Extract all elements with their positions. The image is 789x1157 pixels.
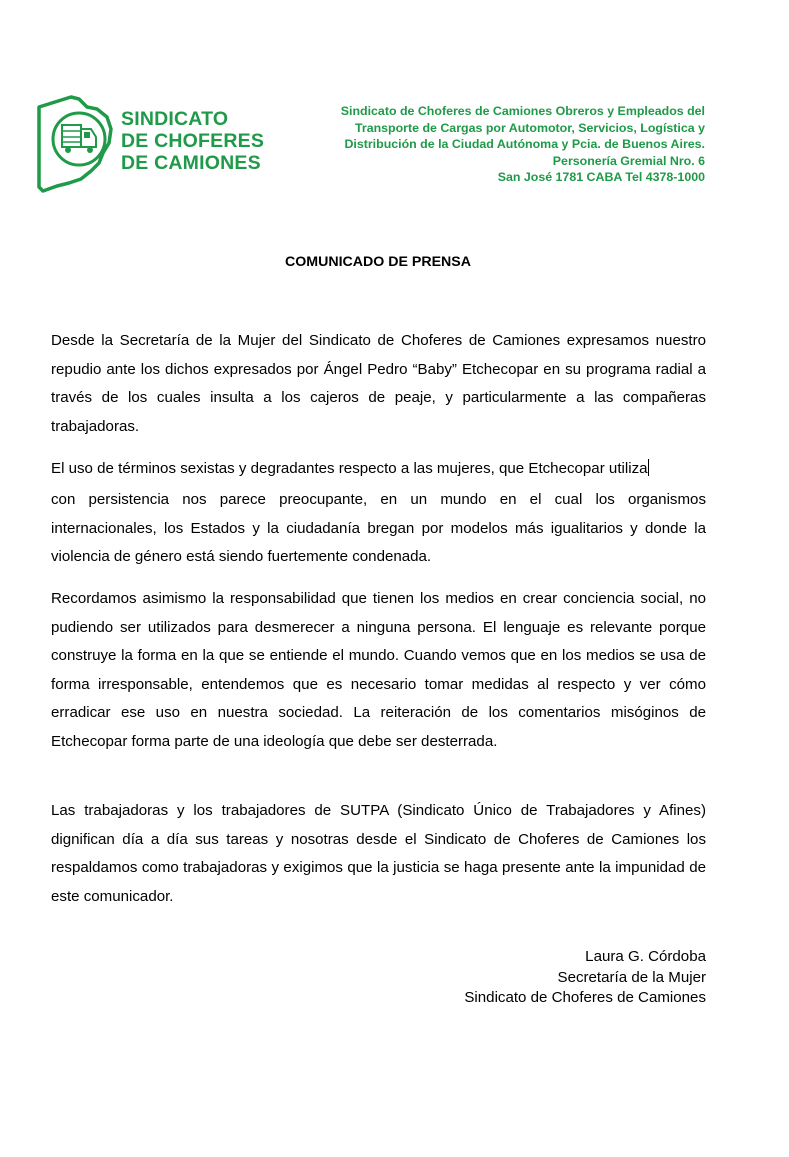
union-info-line: Sindicato de Choferes de Camiones Obreros y Empleados del	[340, 104, 705, 118]
paragraph: Las trabajadoras y los trabajadores de SUTPA (Sindicato Único de Trabajadores y Afines) dignifican día a día sus tareas y nosotras desde el Sindicato de Choferes de Camiones los respaldamos como trabajadoras y exigimos que la justicia se haga presente ante la impunidad de este comunicador.	[51, 802, 706, 905]
paragraph-first-line	[51, 455, 706, 484]
paragraph-text: El uso de términos sexistas y degradantes respecto a las mujeres, que Etchecopar utiliza	[51, 460, 648, 477]
paragraph: Recordamos asimismo la responsabilidad que tienen los medios en crear conciencia social, no pudiendo ser utilizados para desmerecer a ninguna persona. El lenguaje es relevante porque construye la forma en la que se entiende el mundo. Cuando vemos que en los medios se usa de forma irresponsable, entendemos que es necesario tomar medidas al respecto y ver cómo erradicar ese uso en nuestra sociedad. La reiteración de los comentarios misóginos de Etchecopar forma parte de una ideología que debe ser desterrada.	[51, 590, 706, 750]
text-cursor	[648, 459, 649, 476]
union-address-block	[341, 103, 705, 186]
logo-line: SINDICATO	[121, 108, 229, 130]
signatory-organization: Sindicato de Choferes de Camiones	[464, 989, 706, 1006]
union-logo-text	[121, 108, 264, 174]
union-info-line: San José 1781 CABA Tel 4378-1000	[497, 170, 705, 184]
paragraph: Desde la Secretaría de la Mujer del Sindicato de Choferes de Camiones expresamos nuestro repudio ante los dichos expresados por Ángel Pedro “Baby” Etchecopar en su programa radial a través de los cuales insulta a los cajeros de peaje, y particularmente a las compañeras trabajadoras.	[51, 332, 706, 435]
signatory-name: Laura G. Córdoba	[585, 948, 706, 965]
logo-line: DE CHOFERES	[121, 130, 265, 152]
signature-block	[464, 947, 706, 1009]
union-info-line: Distribución de la Ciudad Autónoma y Pcia. de Buenos Aires.	[344, 137, 705, 151]
paragraph: con persistencia nos parece preocupante, en un mundo en el cual los organismos internacionales, los Estados y la ciudadanía bregan por modelos más igualitarios y donde la violencia de género está siendo fuertemente condenada.	[51, 491, 706, 565]
signatory-role: Secretaría de la Mujer	[557, 968, 706, 986]
logo-line: DE CAMIONES	[121, 152, 261, 174]
union-info-line: Personería Gremial Nro. 6	[552, 153, 705, 168]
truck-province-emblem-icon	[37, 95, 113, 193]
document-title: COMUNICADO DE PRENSA	[284, 254, 472, 270]
union-info-line: Transporte de Cargas por Automotor, Servicios, Logística y	[354, 120, 705, 135]
